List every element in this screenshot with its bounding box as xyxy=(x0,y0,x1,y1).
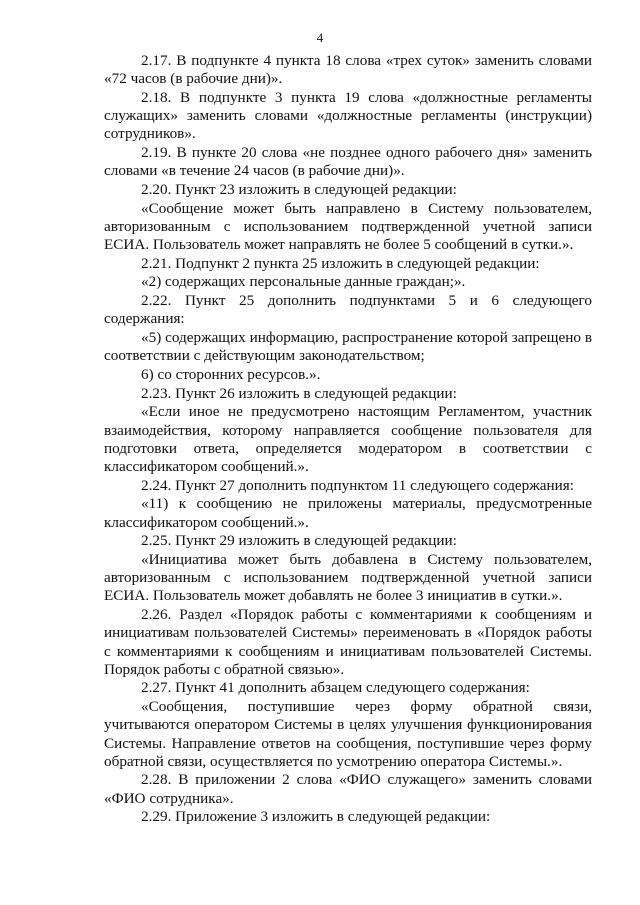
quote-subitem-25-6: 6) со сторонних ресурсов.». xyxy=(141,365,321,383)
paragraph-2-21: 2.21. Подпункт 2 пункта 25 изложить в следующей редакции: xyxy=(141,254,540,272)
quote-item-26: «Если иное не предусмотрено настоящим Регламентом, участник взаимодействия, которому направляется сообщение пользователя для подготовки ответа, определяется модератором в соответствии с классификатором сообщений.». xyxy=(104,403,592,475)
quote-subitem-25-2: «2) содержащих персональные данные граждан;». xyxy=(141,273,466,291)
paragraph-2-18: 2.18. В подпункте 3 пункта 19 слова «должностные регламенты служащих» заменить словами «должностные регламенты (инструкции) сотрудников». xyxy=(104,88,592,143)
document-body xyxy=(104,52,592,827)
quote-subitem-25-5: «5) содержащих информацию, распространение которой запрещено в соответствии с действующим законодательством; xyxy=(104,329,592,365)
paragraph-2-19: 2.19. В пункте 20 слова «не позднее одного рабочего дня» заменить словами «в течение 24 часов (в рабочие дни)». xyxy=(104,144,592,180)
quote-item-41: «Сообщения, поступившие через форму обратной связи, учитываются оператором Системы в целях улучшения функционирования Системы. Направление ответов на сообщения, поступившие через форму обратной связи, осуществляется по усмотрению оператора Системы.». xyxy=(104,698,592,770)
paragraph-2-29: 2.29. Приложение 3 изложить в следующей редакции: xyxy=(141,808,491,826)
paragraph-2-20: 2.20. Пункт 23 изложить в следующей редакции: xyxy=(141,180,457,198)
quote-subitem-27-11: «11) к сообщению не приложены материалы, предусмотренные классификатором сообщений.». xyxy=(104,495,592,531)
quote-item-23: «Сообщение может быть направлено в Систему пользователем, авторизованным с использованием подтвержденной учетной записи ЕСИА. Пользователь может направлять не более 5 сообщений в сутки.». xyxy=(104,199,592,254)
paragraph-2-26: 2.26. Раздел «Порядок работы с комментариями к сообщениям и инициативам пользователей Системы» переименовать в «Порядок работы с комментариями к сообщениям и инициативам пользователей Системы. Порядок работы с обратной связью». xyxy=(104,606,592,678)
paragraph-2-28: 2.28. В приложении 2 слова «ФИО служащего» заменить словами «ФИО сотрудника». xyxy=(104,771,592,807)
page-number: 4 xyxy=(316,30,324,45)
quote-item-29: «Инициатива может быть добавлена в Систему пользователем, авторизованным с использованием подтвержденной учетной записи ЕСИА. Пользователь может добавлять не более 3 инициатив в сутки.». xyxy=(104,550,592,605)
paragraph-2-17: 2.17. В подпункте 4 пункта 18 слова «трех суток» заменить словами «72 часов (в рабочие дни)». xyxy=(104,52,592,88)
paragraph-2-27: 2.27. Пункт 41 дополнить абзацем следующего содержания: xyxy=(141,679,530,697)
paragraph-2-22: 2.22. Пункт 25 дополнить подпунктами 5 и 6 следующего содержания: xyxy=(104,292,592,328)
paragraph-2-24: 2.24. Пункт 27 дополнить подпунктом 11 следующего содержания: xyxy=(141,476,574,494)
paragraph-2-23: 2.23. Пункт 26 изложить в следующей редакции: xyxy=(141,384,457,402)
paragraph-2-25: 2.25. Пункт 29 изложить в следующей редакции: xyxy=(141,532,457,550)
